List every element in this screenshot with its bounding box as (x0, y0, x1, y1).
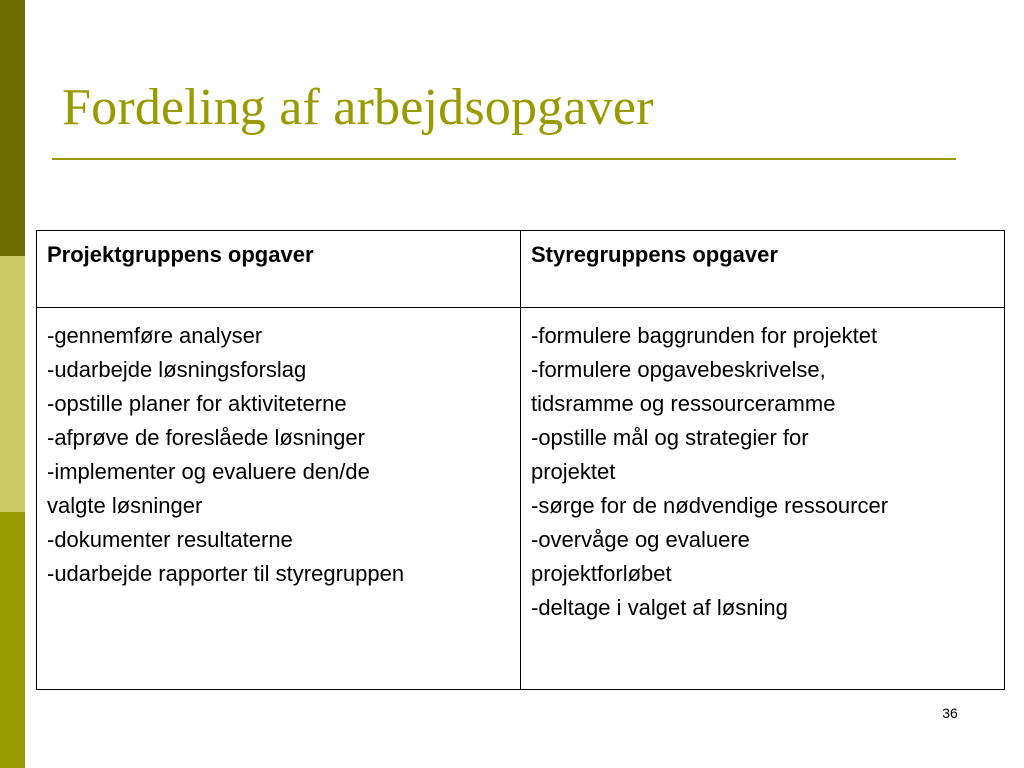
list-item: -deltage i valget af løsning (531, 595, 788, 620)
list-item: -sørge for de nødvendige ressourcer (531, 493, 889, 518)
list-item: -implementer og evaluere den/de (47, 459, 370, 484)
list-item: -opstille mål og strategier for (531, 425, 809, 450)
project-group-tasks (37, 308, 521, 690)
list-item: -formulere opgavebeskrivelse, (531, 357, 826, 382)
list-item: projektforløbet (531, 561, 672, 586)
sidebar-stripe-dark (0, 0, 25, 256)
list-item: -afprøve de foreslåede løsninger (47, 425, 365, 450)
steering-group-tasks (521, 308, 1005, 690)
sidebar-stripe-light (0, 256, 25, 512)
slide-title: Fordeling af arbejdsopgaver (62, 79, 654, 136)
table-header-row (37, 231, 1005, 308)
page-number: 36 (942, 705, 958, 721)
list-item: projektet (531, 459, 616, 484)
task-distribution-table (36, 230, 1005, 690)
sidebar-stripe-olive (0, 512, 25, 768)
list-item: tidsramme og ressourceramme (531, 391, 836, 416)
list-item: -udarbejde løsningsforslag (47, 357, 307, 382)
list-item: valgte løsninger (47, 493, 203, 518)
list-item: -gennemføre analyser (47, 323, 263, 348)
list-item: -opstille planer for aktiviteterne (47, 391, 347, 416)
table-body-row (37, 308, 1005, 690)
list-item: -udarbejde rapporter til styregruppen (47, 561, 405, 586)
header-project-group: Projektgruppens opgaver (37, 231, 521, 308)
list-item: -formulere baggrunden for projektet (531, 323, 878, 348)
list-item: -overvåge og evaluere (531, 527, 750, 552)
header-steering-group: Styregruppens opgaver (521, 231, 1005, 308)
title-underline (52, 158, 956, 160)
list-item: -dokumenter resultaterne (47, 527, 293, 552)
